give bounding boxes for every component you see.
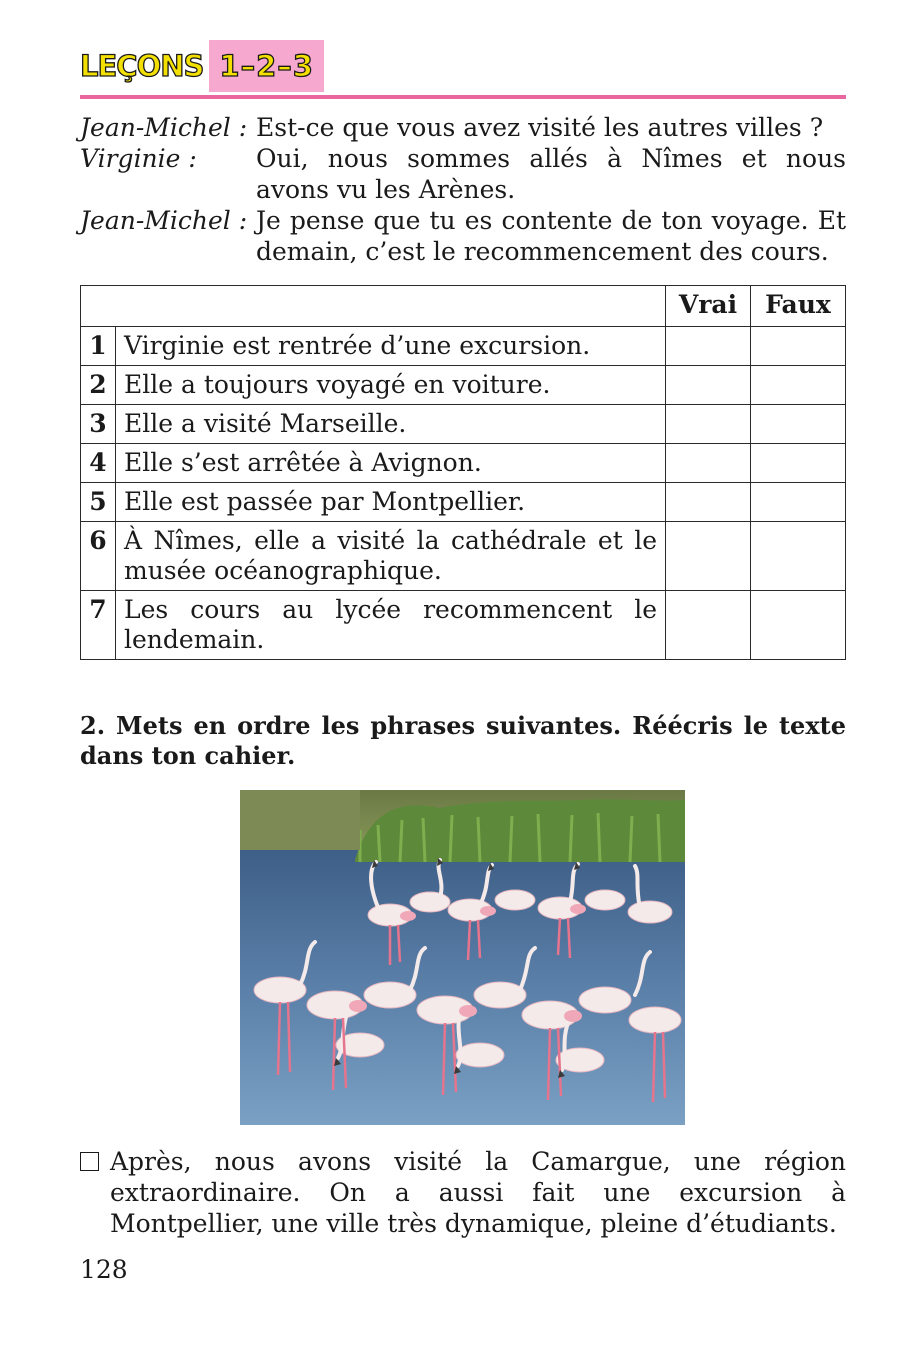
ordering-item	[80, 1146, 846, 1239]
table-row	[81, 327, 846, 366]
vrai-cell[interactable]	[666, 522, 751, 591]
item-text: Après, nous avons visité la Camargue, une région extraordinaire. On a aussi fait une excursion à Montpellier, une ville très dynamique, pleine d’étudiants.	[110, 1147, 846, 1238]
header-blank-cell	[81, 286, 666, 327]
statement: Les cours au lycée recommencent le lendemain.	[116, 591, 666, 660]
table-header-row	[81, 286, 846, 327]
speaker-name: Jean-Michel :	[80, 206, 248, 235]
row-number: 7	[81, 591, 116, 660]
header-faux: Faux	[751, 286, 846, 327]
faux-cell[interactable]	[751, 405, 846, 444]
faux-cell[interactable]	[751, 483, 846, 522]
dialog-line	[80, 112, 846, 143]
lesson-header	[80, 38, 324, 94]
flamingo-illustration	[240, 790, 685, 1125]
statement: Elle a toujours voyagé en voiture.	[116, 366, 666, 405]
speech-text: Oui, nous sommes allés à Nîmes et nous avons vu les Arènes.	[256, 144, 846, 204]
speaker-name: Jean-Michel :	[80, 113, 248, 142]
page-number: 128	[80, 1255, 128, 1284]
table-row	[81, 444, 846, 483]
lesson-title: LEÇONS	[80, 48, 204, 83]
true-false-table	[80, 285, 846, 660]
faux-cell[interactable]	[751, 444, 846, 483]
table-row	[81, 522, 846, 591]
vrai-cell[interactable]	[666, 405, 751, 444]
vrai-cell[interactable]	[666, 444, 751, 483]
vrai-cell[interactable]	[666, 591, 751, 660]
vrai-cell[interactable]	[666, 327, 751, 366]
speech-text: Est-ce que vous avez visité les autres villes ?	[256, 113, 824, 142]
table-row	[81, 366, 846, 405]
speech-text: Je pense que tu es contente de ton voyage. Et demain, c’est le recommencement des cours.	[256, 206, 846, 266]
statement: Elle a visité Marseille.	[116, 405, 666, 444]
lesson-numbers-badge: 1–2–3	[209, 40, 324, 92]
faux-cell[interactable]	[751, 591, 846, 660]
dialog-line	[80, 205, 846, 267]
faux-cell[interactable]	[751, 327, 846, 366]
task-instruction: 2. Mets en ordre les phrases suivantes. Réécris le texte dans ton cahier.	[80, 711, 846, 770]
header-divider	[80, 95, 846, 99]
table-row	[81, 591, 846, 660]
order-checkbox[interactable]	[80, 1152, 99, 1171]
row-number: 6	[81, 522, 116, 591]
row-number: 3	[81, 405, 116, 444]
faux-cell[interactable]	[751, 522, 846, 591]
speaker-name: Virginie :	[80, 144, 197, 173]
statement: Elle s’est arrêtée à Avignon.	[116, 444, 666, 483]
row-number: 4	[81, 444, 116, 483]
flamingo-photo	[240, 790, 685, 1125]
dialog-line	[80, 143, 846, 205]
header-vrai: Vrai	[666, 286, 751, 327]
statement: À Nîmes, elle a visité la cathédrale et le musée océanographique.	[116, 522, 666, 591]
statement: Virginie est rentrée d’une excursion.	[116, 327, 666, 366]
vrai-cell[interactable]	[666, 483, 751, 522]
statement: Elle est passée par Montpellier.	[116, 483, 666, 522]
vrai-cell[interactable]	[666, 366, 751, 405]
dialog	[80, 112, 846, 267]
table-row	[81, 483, 846, 522]
row-number: 5	[81, 483, 116, 522]
row-number: 1	[81, 327, 116, 366]
row-number: 2	[81, 366, 116, 405]
faux-cell[interactable]	[751, 366, 846, 405]
table-row	[81, 405, 846, 444]
